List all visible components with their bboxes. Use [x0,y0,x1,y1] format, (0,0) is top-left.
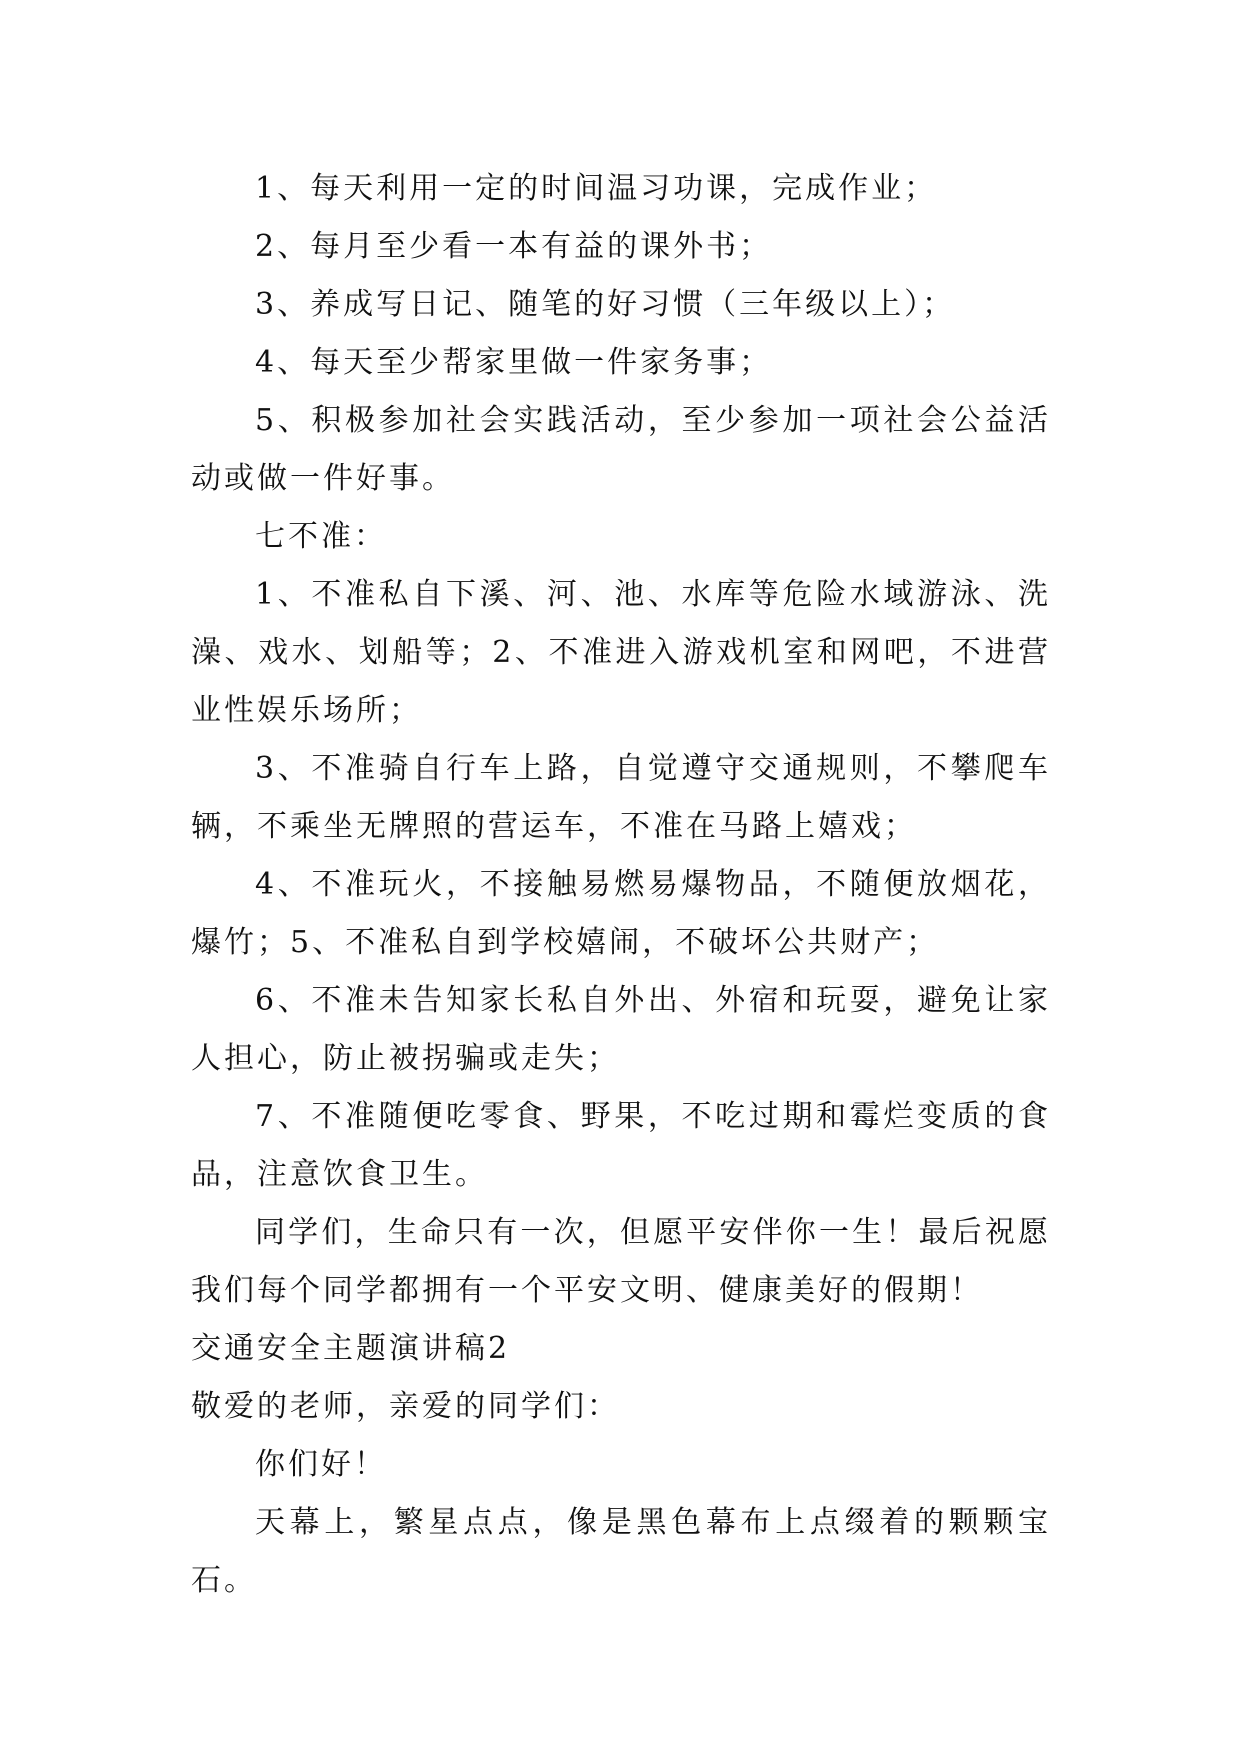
opening-paragraph: 天幕上，繁星点点，像是黑色幕布上点缀着的颗颗宝石。 [191,1505,1051,1598]
rule-paragraph-7: 7、不准随便吃零食、野果，不吃过期和霉烂变质的食品，注意饮食卫生。 [191,1099,1051,1192]
paragraph-item-5: 5、积极参加社会实践活动，至少参加一项社会公益活动或做一件好事。 [191,403,1051,496]
rule-paragraph-1-2: 1、不准私自下溪、河、池、水库等危险水域游泳、洗澡、戏水、划船等；2、不准进入游戏机室和网吧，不进营业性娱乐场所； [191,577,1051,728]
rule-paragraph-6: 6、不准未告知家长私自外出、外宿和玩耍，避免让家人担心，防止被拐骗或走失； [191,983,1051,1076]
paragraph-item-4: 4、每天至少帮家里做一件家务事； [255,345,773,380]
document-page [191,160,1051,1610]
paragraph-item-1: 1、每天利用一定的时间温习功课，完成作业； [255,171,938,206]
salutation: 敬爱的老师，亲爱的同学们： [191,1389,620,1424]
paragraph-item-3: 3、养成写日记、随笔的好习惯（三年级以上）； [255,287,956,322]
rule-paragraph-3: 3、不准骑自行车上路，自觉遵守交通规则，不攀爬车辆，不乘坐无牌照的营运车，不准在马路上嬉戏； [191,751,1051,844]
greeting: 你们好！ [255,1447,387,1482]
section-heading-seven-rules: 七不准： [255,519,387,554]
speech-title: 交通安全主题演讲稿2 [191,1331,511,1366]
closing-paragraph: 同学们，生命只有一次，但愿平安伴你一生！最后祝愿我们每个同学都拥有一个平安文明、健康美好的假期！ [191,1215,1051,1308]
rule-paragraph-4-5: 4、不准玩火，不接触易燃易爆物品，不随便放烟花，爆竹；5、不准私自到学校嬉闹，不破坏公共财产； [191,867,1051,960]
paragraph-item-2: 2、每月至少看一本有益的课外书； [255,229,773,264]
